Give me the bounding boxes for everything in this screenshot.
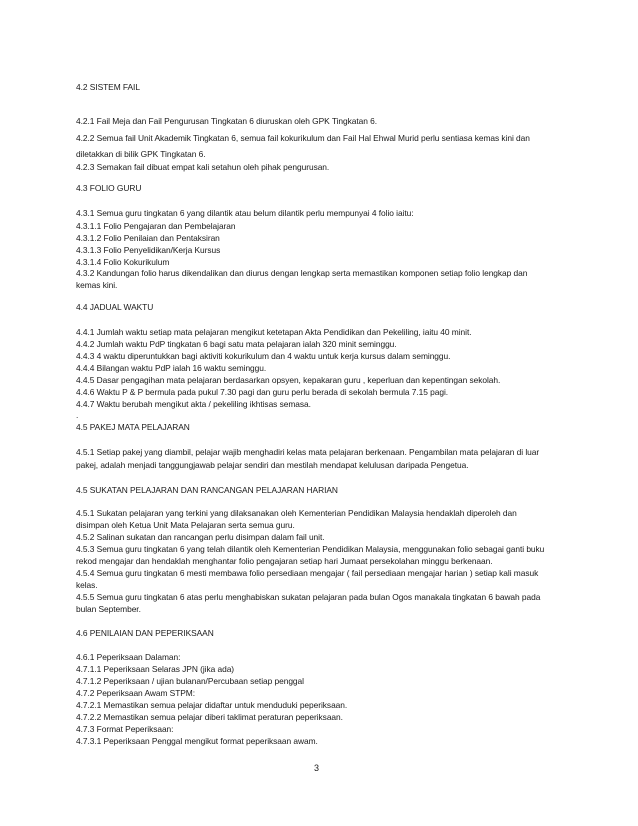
text-line: 4.5.2 Salinan sukatan dan rancangan perlu disimpan dalam fail unit. [76,532,325,542]
text-line: 4.3.1.3 Folio Penyelidikan/Kerja Kursus [76,245,221,255]
text-line: 4.4.1 Jumlah waktu setiap mata pelajaran mengikut ketetapan Akta Pendidikan dan Pekeliling, iaitu 40 minit. [76,327,472,337]
text-line: disimpan oleh Ketua Unit Mata Pelajaran serta semua guru. [76,520,295,530]
text-line: 4.7.3 Format Peperiksaan: [76,724,174,734]
text-line: 4.7.1.2 Peperiksaan / ujian bulanan/Percubaan setiap penggal [76,676,304,686]
text-line: 4.4.2 Jumlah waktu PdP tingkatan 6 bagi satu mata pelajaran ialah 320 minit seminggu. [76,339,397,349]
text-line: 4.2.3 Semakan fail dibuat empat kali setahun oleh pihak pengurusan. [76,162,330,172]
text-line: 4.5.5 Semua guru tingkatan 6 atas perlu menghabiskan sukatan pelajaran pada bulan Ogos manakala tingkatan 6 bawah pada [76,592,541,602]
text-line: . [76,410,79,420]
text-line: 4.2.2 Semua fail Unit Akademik Tingkatan 6, semua fail kokurikulum dan Fail Hal Ehwal Murid perlu sentiasa kemas kini dan [76,133,530,143]
text-line: 4.3.2 Kandungan folio harus dikendalikan dan diurus dengan lengkap serta memastikan komponen setiap folio lengkap dan [76,268,528,278]
text-line: 4.7.3.1 Peperiksaan Penggal mengikut format peperiksaan awam. [76,736,318,746]
text-line: 4.7.2 Peperiksaan Awam STPM: [76,688,196,698]
text-line: 4.5.4 Semua guru tingkatan 6 mesti membawa folio persediaan mengajar ( fail persediaan mengajar harian ) setiap kali masuk [76,568,539,578]
heading-pakej-mata-pelajaran: 4.5 PAKEJ MATA PELAJARAN [76,422,190,432]
text-line: 4.4.7 Waktu berubah mengikut akta / pekeliling ikhtisas semasa. [76,399,311,409]
text-line: 4.2.1 Fail Meja dan Fail Pengurusan Tingkatan 6 diuruskan oleh GPK Tingkatan 6. [76,116,377,126]
heading-penilaian-peperiksaan: 4.6 PENILAIAN DAN PEPERIKSAAN [76,628,214,638]
heading-sukatan-pelajaran: 4.5 SUKATAN PELAJARAN DAN RANCANGAN PELAJARAN HARIAN [76,485,338,495]
text-line: 4.7.2.2 Memastikan semua pelajar diberi taklimat peraturan peperiksaan. [76,712,343,722]
text-line: 4.7.1.1 Peperiksaan Selaras JPN (jika ada) [76,664,235,674]
text-line: rekod mengajar dan hendaklah menghantar folio pengajaran setiap hari Jumaat persekolahan minggu berkenaan. [76,556,493,566]
text-line: kelas. [76,580,98,590]
heading-folio-guru: 4.3 FOLIO GURU [76,183,142,193]
text-line: 4.5.1 Setiap pakej yang diambil, pelajar wajib menghadiri kelas mata pelajaran berkenaan. Pengambilan mata pelajaran di luar [76,447,540,457]
text-line: bulan September. [76,604,141,614]
heading-jadual-waktu: 4.4 JADUAL WAKTU [76,302,154,312]
text-line: 4.5.1 Sukatan pelajaran yang terkini yang dilaksanakan oleh Kementerian Pendidikan Malaysia hendaklah diperoleh dan [76,508,517,518]
text-line: pakej, adalah menjadi tanggungjawab pelajar sendiri dan mestilah mendapat kelulusan daripada Pengetua. [76,460,469,470]
page-number: 3 [314,763,320,773]
text-line: kemas kini. [76,280,118,290]
text-line: 4.7.2.1 Memastikan semua pelajar didaftar untuk menduduki peperiksaan. [76,700,348,710]
text-line: 4.6.1 Peperiksaan Dalaman: [76,652,181,662]
text-line: 4.3.1.2 Folio Penilaian dan Pentaksiran [76,233,220,243]
text-line: 4.4.5 Dasar pengagihan mata pelajaran berdasarkan opsyen, kepakaran guru , keperluan dan kepentingan sekolah. [76,375,501,385]
text-line: 4.3.1.1 Folio Pengajaran dan Pembelajaran [76,221,236,231]
text-line: 4.4.6 Waktu P & P bermula pada pukul 7.30 pagi dan guru perlu berada di sekolah bermula 7.15 pagi. [76,387,449,397]
text-line: diletakkan di bilik GPK Tingkatan 6. [76,149,206,159]
text-line: 4.5.3 Semua guru tingkatan 6 yang telah dilantik oleh Kementerian Pendidikan Malaysia, menggunakan folio sebagai ganti buku [76,544,545,554]
text-line: 4.3.1.4 Folio Kokurikulum [76,257,170,267]
text-line: 4.3.1 Semua guru tingkatan 6 yang dilantik atau belum dilantik perlu mempunyai 4 folio iaitu: [76,208,414,218]
text-line: 4.4.4 Bilangan waktu PdP ialah 16 waktu seminggu. [76,363,267,373]
text-line: 4.4.3 4 waktu diperuntukkan bagi aktiviti kokurikulum dan 4 waktu untuk kerja kursus dalam seminggu. [76,351,451,361]
heading-sistem-fail: 4.2 SISTEM FAIL [76,82,140,92]
